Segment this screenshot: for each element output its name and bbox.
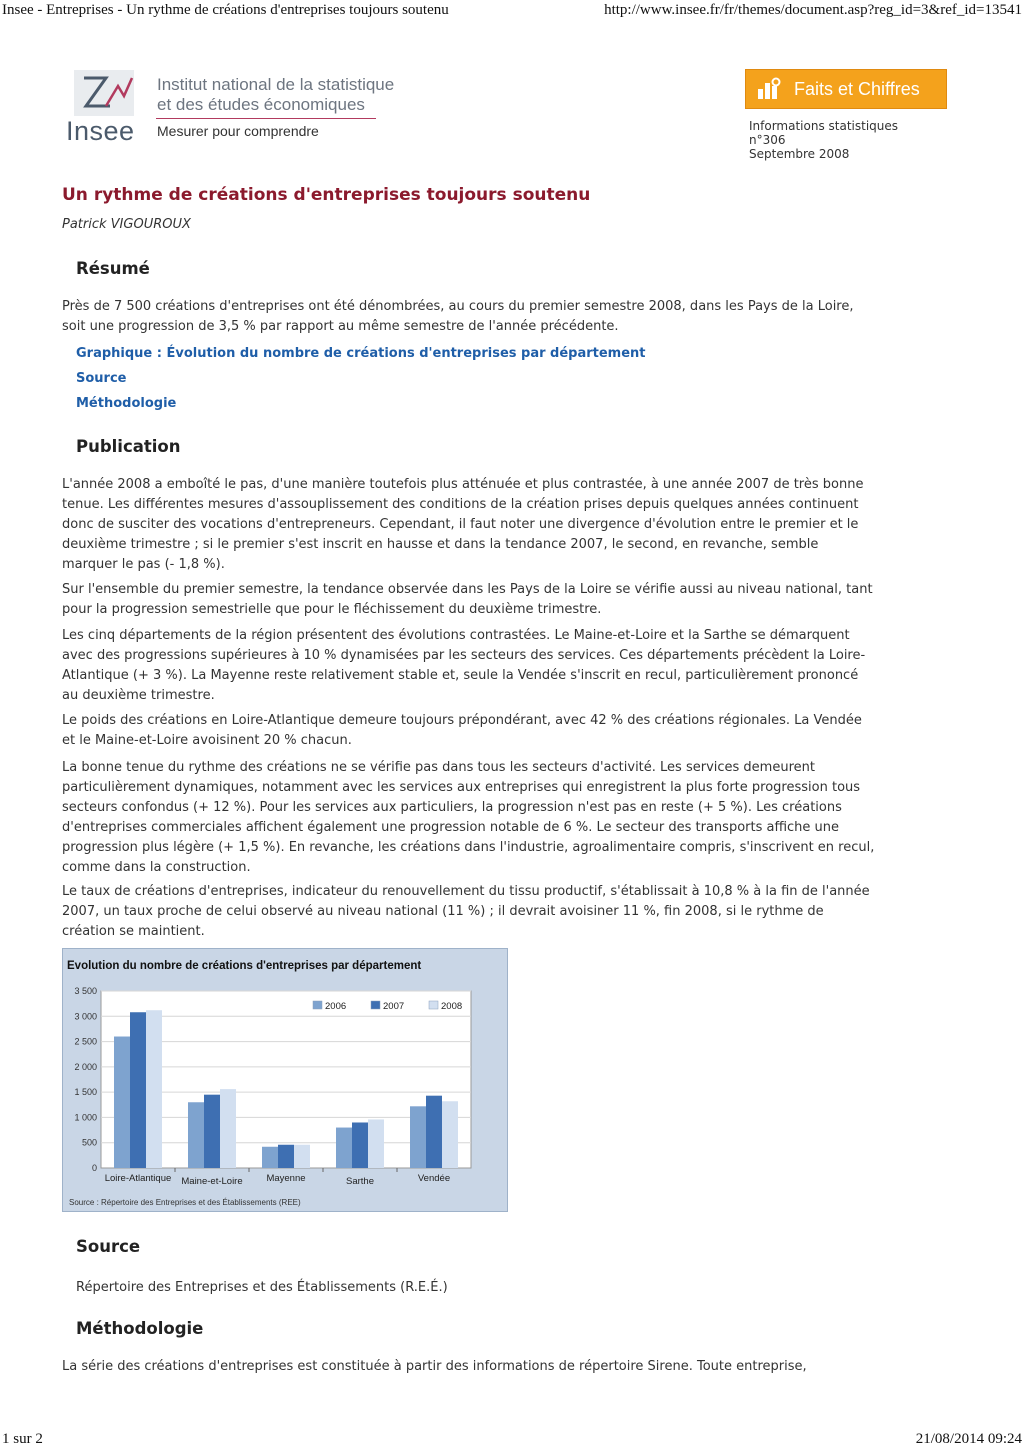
publication-paragraph-1: L'année 2008 a emboîté le pas, d'une manière toutefois plus atténuée et plus contrastée, à une année 2007 de très bonne tenue. Les différentes mesures d'assouplissement des conditions de la création prises depuis quelques années continuent donc de susciter des vocations d'entrepreneurs. Cependant, il faut noter une divergence d'évolution entre le premier et le deuxième trimestre ; si le premier s'est inscrit en hausse et dans la tendance 2007, le second, en revanche, semble marquer le pas (- 1,8 %). — [62, 477, 864, 572]
info-series: Informations statistiques — [749, 119, 899, 133]
source-heading: Source — [76, 1237, 141, 1256]
print-url[interactable]: http://www.insee.fr/fr/themes/document.asp?reg_id=3&ref_id=13541 — [604, 2, 1022, 18]
y-tick-label: 2 000 — [74, 1061, 97, 1072]
insee-logo[interactable] — [62, 66, 422, 156]
chart-bar — [352, 1122, 368, 1168]
chart-badge-icon — [756, 77, 782, 101]
resume-text: Près de 7 500 créations d'entreprises ont été dénombrées, au cours du premier semestre 2008, dans les Pays de la Loire, soit une progression de 3,5 % par rapport au même semestre de l'année précédente. — [62, 299, 854, 334]
institute-name-line2: et des études économiques — [157, 95, 365, 114]
chart-title: Evolution du nombre de créations d'entreprises par département — [67, 960, 422, 972]
print-page-number: 1 sur 2 — [2, 1431, 43, 1447]
y-tick-label: 1 000 — [74, 1112, 97, 1123]
resume-heading: Résumé — [76, 259, 150, 278]
legend-label: 2008 — [441, 1001, 463, 1012]
logo-divider — [156, 118, 376, 119]
publication-paragraph-3: Les cinq départements de la région présentent des évolutions contrastées. Le Maine-et-Loire et la Sarthe se démarquent avec des progressions supérieures à 10 % dynamisées par les secteurs des services. Ces départements précèdent la Loire-Atlantique (+ 3 %). La Mayenne reste relativement stable et, seule la Vendée s'inscrit en recul, particulièrement prononcé au deuxième trimestre. — [62, 628, 866, 703]
publication-heading: Publication — [76, 437, 181, 456]
y-tick-label: 500 — [81, 1137, 97, 1148]
chart-bar — [204, 1095, 220, 1168]
x-tick-label: Sarthe — [346, 1176, 374, 1187]
info-number: n°306 — [749, 133, 786, 147]
y-tick-label: 2 500 — [74, 1036, 97, 1047]
logo-word: Insee — [66, 116, 135, 146]
legend-swatch — [371, 1001, 380, 1009]
publication-paragraph-5: La bonne tenue du rythme des créations ne se vérifie pas dans tous les secteurs d'activité. Les services demeurent particulièrement dynamiques, notamment avec les services aux entreprises qui enregistrent la plus forte progression tous secteurs confondus (+ 12 %). Pour les services aux particuliers, la progression n'est pas en reste (+ 5 %). Les créations d'entreprises commerciales affichent également une progression notable de 6 %. Le secteur des transports affiche une progression plus légère (+ 1,5 %). En revanche, les créations dans l'industrie, agroalimentaire compris, s'inscrivent en recul, comme dans la construction. — [62, 760, 875, 875]
chart-bar — [146, 1010, 162, 1168]
info-date: Septembre 2008 — [749, 147, 850, 161]
x-tick-label: Maine-et-Loire — [181, 1176, 243, 1187]
link-methodologie[interactable]: Méthodologie — [76, 396, 177, 411]
legend-label: 2007 — [383, 1001, 405, 1012]
chart-bar — [262, 1147, 278, 1168]
chart-bar — [336, 1128, 352, 1168]
x-tick-label: Mayenne — [266, 1173, 306, 1184]
print-footer — [0, 1428, 1024, 1450]
x-tick-label: Loire-Atlantique — [104, 1173, 172, 1184]
chart-figure — [62, 948, 508, 1212]
legend-swatch — [429, 1001, 438, 1009]
chart-source-note: Source : Répertoire des Entreprises et des Établissements (REE) — [69, 1198, 301, 1207]
chart-bar — [188, 1102, 204, 1168]
publication-paragraph-2: Sur l'ensemble du premier semestre, la tendance observée dans les Pays de la Loire se vérifie aussi au niveau national, tant pour la progression semestrielle que pour le fléchissement du deuxième trimestre. — [62, 582, 873, 617]
chart-bar — [130, 1012, 146, 1168]
link-graphique[interactable]: Graphique : Évolution du nombre de créations d'entreprises par département — [76, 346, 646, 361]
link-source[interactable]: Source — [76, 371, 127, 386]
legend-label: 2006 — [325, 1001, 347, 1012]
print-datetime: 21/08/2014 09:24 — [915, 1431, 1022, 1447]
chart-bar — [442, 1101, 458, 1168]
publication-paragraph-6: Le taux de créations d'entreprises, indicateur du renouvellement du tissu productif, s'établissait à 10,8 % à la fin de l'année 2007, un taux proche de celui observé au niveau national (11 %) ; il devrait avoisiner 11 %, fin 2008, si le rythme de création se maintient. — [62, 884, 870, 939]
article-author: Patrick VIGOUROUX — [62, 217, 191, 232]
legend-swatch — [313, 1001, 322, 1009]
publication-paragraph-4: Le poids des créations en Loire-Atlantique demeure toujours prépondérant, avec 42 % des créations régionales. La Vendée et le Maine-et-Loire avoisinent 20 % chacun. — [62, 713, 862, 748]
chart-svg — [63, 949, 507, 1211]
chart-bar — [410, 1106, 426, 1168]
source-text: Répertoire des Entreprises et des Établissements (R.E.É.) — [76, 1280, 448, 1295]
chart-bar — [294, 1145, 310, 1168]
chart-bar — [278, 1145, 294, 1168]
chart-bar — [426, 1096, 442, 1168]
institute-name-line1: Institut national de la statistique — [157, 75, 395, 94]
print-header — [0, 0, 1024, 24]
print-page-title: Insee - Entreprises - Un rythme de créations d'entreprises toujours soutenu — [2, 2, 449, 18]
logo-tagline: Mesurer pour comprendre — [157, 123, 319, 139]
y-tick-label: 3 000 — [74, 1011, 97, 1022]
faits-et-chiffres-badge[interactable] — [745, 69, 947, 109]
badge-label: Faits et Chiffres — [794, 79, 920, 99]
article-title: Un rythme de créations d'entreprises toujours soutenu — [62, 185, 591, 205]
chart-bar — [114, 1037, 130, 1168]
methodologie-text: La série des créations d'entreprises est constituée à partir des informations de répertoire Sirene. Toute entreprise, — [62, 1359, 807, 1374]
x-tick-label: Vendée — [417, 1173, 451, 1184]
publication-info — [749, 119, 898, 161]
y-tick-label: 0 — [91, 1163, 97, 1173]
y-tick-label: 1 500 — [74, 1087, 97, 1098]
methodologie-heading: Méthodologie — [76, 1319, 204, 1338]
chart-bar — [368, 1119, 384, 1168]
y-tick-label: 3 500 — [74, 986, 97, 996]
chart-bar — [220, 1089, 236, 1168]
